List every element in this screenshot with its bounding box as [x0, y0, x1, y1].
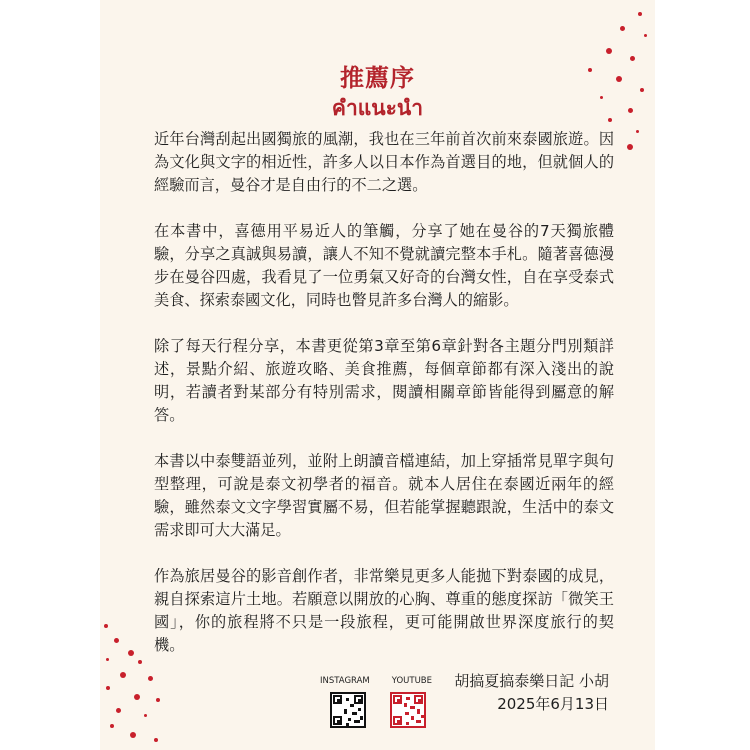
- youtube-qr-code-icon[interactable]: [390, 692, 426, 728]
- youtube-label: YOUTUBE: [391, 676, 432, 686]
- instagram-label: INSTAGRAM: [320, 676, 370, 686]
- paragraph: 作為旅居曼谷的影音創作者，非常樂見更多人能拋下對泰國的成見，親自探索這片土地。若願意以開放的心胸、尊重的態度探訪「微笑王國」，你的旅程將不只是一段旅程，更可能開啟世界深度旅行的契機。: [154, 567, 614, 654]
- page-title: 推薦序: [340, 64, 415, 92]
- qr-labels: [320, 676, 432, 686]
- paragraph: 在本書中，喜德用平易近人的筆觸，分享了她在曼谷的7天獨旅體驗，分享之真誠與易讀，讓人不知不覺就讀完整本手札。隨著喜德漫步在曼谷四處，我看見了一位勇氣又好奇的台灣女性，自在享受泰式美食、探索泰國文化，同時也瞥見許多台灣人的縮影。: [154, 222, 614, 309]
- preface-page: [100, 0, 655, 750]
- author-signature: 胡搞夏搞泰樂日記 小胡: [454, 672, 609, 690]
- signature-date: 2025年6月13日: [497, 695, 609, 713]
- instagram-qr-code-icon[interactable]: [330, 692, 366, 728]
- paragraph: 近年台灣刮起出國獨旅的風潮，我也在三年前首次前來泰國旅遊。因為文化與文字的相近性，許多人以日本作為首選目的地，但就個人的經驗而言，曼谷才是自由行的不二之選。: [154, 130, 614, 194]
- page-subtitle-thai: คำแนะนำ: [331, 96, 424, 120]
- preface-body: [154, 128, 614, 680]
- paragraph: 本書以中泰雙語並列，並附上朗讀音檔連結，加上穿插常見單字與句型整理，可說是泰文初學者的福音。就本人居住在泰國近兩年的經驗，雖然泰文文字學習實屬不易，但若能掌握聽跟說，生活中的泰文需求即可大大滿足。: [154, 452, 614, 539]
- paragraph: 除了每天行程分享，本書更從第3章至第6章針對各主題分門別類詳述，景點介紹、旅遊攻略、美食推薦，每個章節都有深入淺出的說明，若讀者對某部分有特別需求，閱讀相關章節皆能得到屬意的解答。: [154, 337, 614, 424]
